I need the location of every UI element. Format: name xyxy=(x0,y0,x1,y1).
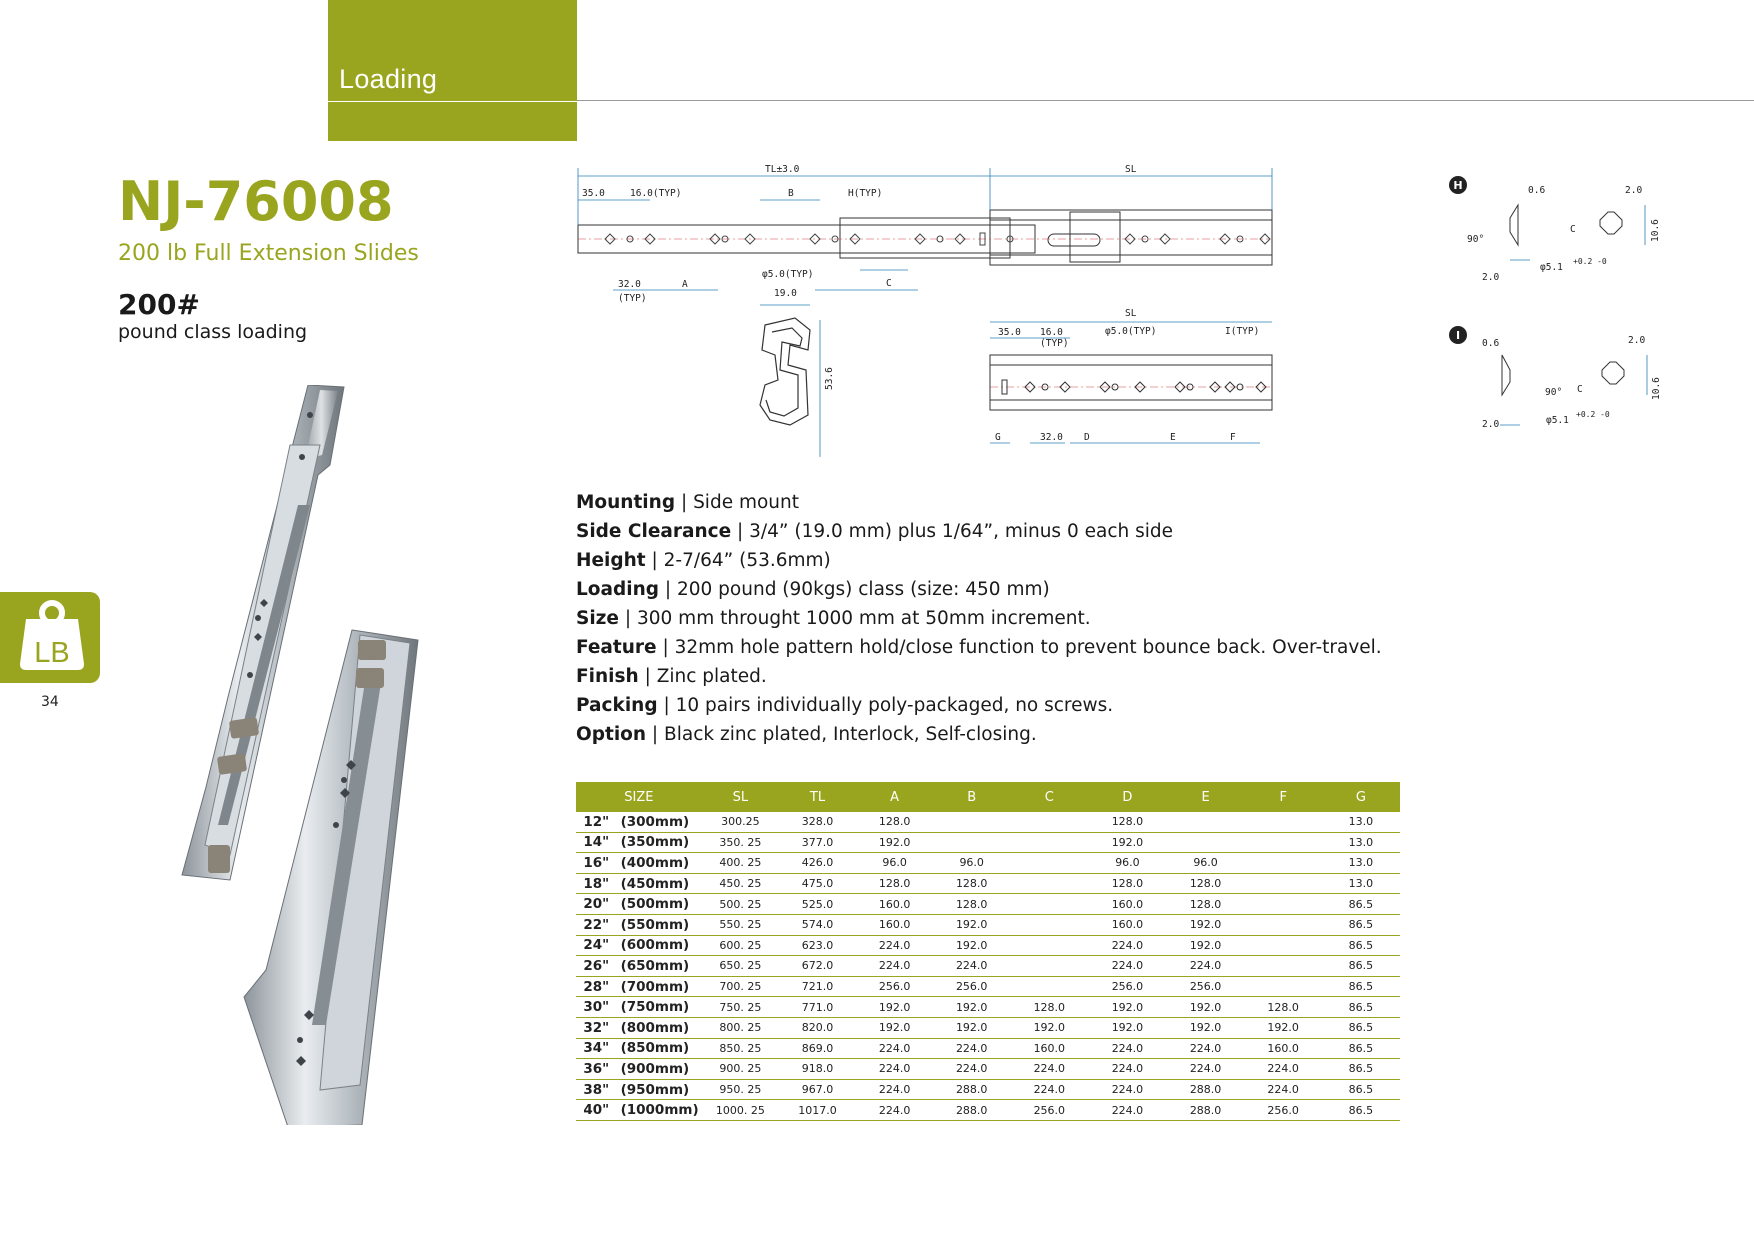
header-divider xyxy=(577,100,1754,101)
table-cell xyxy=(1245,935,1322,956)
table-cell: 160.0 xyxy=(856,894,933,915)
table-cell xyxy=(1167,832,1245,853)
table-cell: 288.0 xyxy=(933,1079,1010,1100)
dim-19: 19.0 xyxy=(774,288,797,299)
table-cell: 400. 25 xyxy=(702,853,779,874)
table-cell: 950. 25 xyxy=(702,1079,779,1100)
size-inch-cell: 20" xyxy=(576,894,617,915)
table-cell xyxy=(1245,914,1322,935)
size-inch-cell: 34" xyxy=(576,1038,617,1059)
table-cell: 850. 25 xyxy=(702,1038,779,1059)
column-header: D xyxy=(1088,782,1166,812)
product-subtitle: 200 lb Full Extension Slides xyxy=(118,241,419,266)
table-cell: 288.0 xyxy=(933,1100,1010,1121)
table-cell xyxy=(1010,873,1088,894)
detail-i-106: 10.6 xyxy=(1651,377,1662,400)
table-cell xyxy=(1010,914,1088,935)
table-cell: 13.0 xyxy=(1322,832,1400,853)
size-mm-cell: (500mm) xyxy=(617,894,702,915)
size-inch-cell: 16" xyxy=(576,853,617,874)
table-cell: 256.0 xyxy=(933,976,1010,997)
size-mm-cell: (850mm) xyxy=(617,1038,702,1059)
pound-class-description: pound class loading xyxy=(118,321,308,343)
table-cell: 918.0 xyxy=(779,1059,856,1080)
table-cell: 13.0 xyxy=(1322,853,1400,874)
table-cell: 86.5 xyxy=(1322,935,1400,956)
dim-f: F xyxy=(1230,432,1236,443)
weight-badge xyxy=(0,592,100,683)
table-cell: 192.0 xyxy=(856,997,933,1018)
table-cell: 224.0 xyxy=(856,1059,933,1080)
dim-sl-bottom: SL xyxy=(1125,308,1137,319)
detail-h-cl: C xyxy=(1570,224,1576,235)
table-cell: 86.5 xyxy=(1322,976,1400,997)
table-cell: 192.0 xyxy=(1167,935,1245,956)
table-cell: 224.0 xyxy=(1088,935,1166,956)
detail-h-90: 90° xyxy=(1467,234,1485,245)
detail-i-cl: C xyxy=(1577,384,1583,395)
table-cell: 820.0 xyxy=(779,1017,856,1038)
size-mm-cell: (600mm) xyxy=(617,935,702,956)
table-cell: 192.0 xyxy=(1088,832,1166,853)
dim-i-typ: I(TYP) xyxy=(1225,326,1260,337)
dimension-table xyxy=(576,782,1400,1121)
table-cell: 224.0 xyxy=(1245,1059,1322,1080)
size-inch-cell: 22" xyxy=(576,914,617,935)
table-cell: 224.0 xyxy=(1010,1059,1088,1080)
table-cell: 224.0 xyxy=(1167,1059,1245,1080)
dim-typ-bottom: (TYP) xyxy=(1040,338,1069,349)
table-cell: 771.0 xyxy=(779,997,856,1018)
dim-a: A xyxy=(682,279,688,290)
table-cell: 86.5 xyxy=(1322,1079,1400,1100)
size-inch-cell: 38" xyxy=(576,1079,617,1100)
spec-line-finish: Finish | Zinc plated. xyxy=(576,666,767,687)
table-row xyxy=(576,873,1400,894)
table-cell: 96.0 xyxy=(933,853,1010,874)
dim-hole-bottom: φ5.0(TYP) xyxy=(1105,326,1157,337)
table-cell: 224.0 xyxy=(1088,1059,1166,1080)
table-cell: 224.0 xyxy=(856,935,933,956)
table-cell: 96.0 xyxy=(1088,853,1166,874)
table-cell xyxy=(1010,935,1088,956)
table-cell: 192.0 xyxy=(933,1017,1010,1038)
technical-drawing xyxy=(570,160,1680,460)
table-row xyxy=(576,832,1400,853)
table-row xyxy=(576,935,1400,956)
table-row xyxy=(576,997,1400,1018)
table-cell: 721.0 xyxy=(779,976,856,997)
table-cell xyxy=(1245,894,1322,915)
size-inch-cell: 12" xyxy=(576,812,617,832)
table-cell: 525.0 xyxy=(779,894,856,915)
weight-icon xyxy=(0,592,100,683)
table-cell: 224.0 xyxy=(856,1079,933,1100)
column-header: C xyxy=(1010,782,1088,812)
table-cell: 300.25 xyxy=(702,812,779,832)
dim-hole: φ5.0(TYP) xyxy=(762,269,814,280)
table-cell: 426.0 xyxy=(779,853,856,874)
table-cell: 86.5 xyxy=(1322,1017,1400,1038)
table-row xyxy=(576,1059,1400,1080)
table-cell: 224.0 xyxy=(1245,1079,1322,1100)
dim-32: 32.0 xyxy=(618,279,641,290)
table-row xyxy=(576,894,1400,915)
table-cell xyxy=(1010,853,1088,874)
table-cell: 86.5 xyxy=(1322,914,1400,935)
size-mm-cell: (350mm) xyxy=(617,832,702,853)
table-cell: 967.0 xyxy=(779,1079,856,1100)
table-cell xyxy=(933,832,1010,853)
size-inch-cell: 30" xyxy=(576,997,617,1018)
table-cell xyxy=(1245,853,1322,874)
table-cell: 128.0 xyxy=(1167,873,1245,894)
dim-h-typ: H(TYP) xyxy=(848,188,883,199)
column-header: SL xyxy=(702,782,779,812)
detail-i-hole: φ5.1 xyxy=(1546,415,1569,426)
table-cell xyxy=(1010,812,1088,832)
table-cell xyxy=(1245,873,1322,894)
table-cell: 224.0 xyxy=(1088,1079,1166,1100)
table-cell: 86.5 xyxy=(1322,956,1400,977)
table-cell: 377.0 xyxy=(779,832,856,853)
table-cell: 700. 25 xyxy=(702,976,779,997)
table-cell: 86.5 xyxy=(1322,894,1400,915)
table-cell: 1000. 25 xyxy=(702,1100,779,1121)
dim-35-bottom: 35.0 xyxy=(998,327,1021,338)
table-cell xyxy=(1245,832,1322,853)
detail-i xyxy=(1449,326,1662,430)
dim-g: G xyxy=(995,432,1001,443)
table-cell: 574.0 xyxy=(779,914,856,935)
size-inch-cell: 18" xyxy=(576,873,617,894)
size-inch-cell: 40" xyxy=(576,1100,617,1121)
table-cell: 224.0 xyxy=(1088,1038,1166,1059)
page-number: 34 xyxy=(41,694,59,710)
detail-i-label: I xyxy=(1455,329,1461,342)
dim-53-6: 53.6 xyxy=(824,367,835,390)
pound-class-value: 200# xyxy=(118,288,200,321)
column-header: B xyxy=(933,782,1010,812)
table-row xyxy=(576,1100,1400,1121)
table-cell: 192.0 xyxy=(1245,1017,1322,1038)
column-header: F xyxy=(1245,782,1322,812)
table-cell: 192.0 xyxy=(933,935,1010,956)
table-cell: 128.0 xyxy=(1088,873,1166,894)
table-cell: 869.0 xyxy=(779,1038,856,1059)
detail-i-20-bottom: 2.0 xyxy=(1482,419,1500,430)
table-cell: 192.0 xyxy=(1167,914,1245,935)
detail-i-tol: +0.2 -0 xyxy=(1576,410,1610,419)
detail-i-20-top: 2.0 xyxy=(1628,335,1646,346)
table-cell: 224.0 xyxy=(933,1059,1010,1080)
size-mm-cell: (650mm) xyxy=(617,956,702,977)
table-cell: 192.0 xyxy=(1088,997,1166,1018)
detail-h-tol: +0.2 -0 xyxy=(1573,257,1607,266)
size-mm-cell: (550mm) xyxy=(617,914,702,935)
table-row xyxy=(576,812,1400,832)
table-cell: 128.0 xyxy=(1088,812,1166,832)
dim-typ: (TYP) xyxy=(618,293,647,304)
spec-line-option: Option | Black zinc plated, Interlock, Self-closing. xyxy=(576,724,1037,745)
table-cell: 224.0 xyxy=(1088,1100,1166,1121)
size-inch-cell: 24" xyxy=(576,935,617,956)
spec-line-loading: Loading | 200 pound (90kgs) class (size: 450 mm) xyxy=(576,579,1050,600)
table-cell: 192.0 xyxy=(933,997,1010,1018)
dim-c: C xyxy=(886,278,892,289)
spec-line-height: Height | 2-7/64” (53.6mm) xyxy=(576,550,831,571)
table-cell: 192.0 xyxy=(1167,1017,1245,1038)
table-cell: 500. 25 xyxy=(702,894,779,915)
size-mm-cell: (450mm) xyxy=(617,873,702,894)
detail-h-20-bottom: 2.0 xyxy=(1482,272,1500,283)
detail-h xyxy=(1449,176,1661,283)
detail-h-06: 0.6 xyxy=(1528,185,1546,196)
slide-closed xyxy=(244,630,418,1125)
table-cell: 288.0 xyxy=(1167,1079,1245,1100)
table-cell xyxy=(1010,894,1088,915)
table-row xyxy=(576,1079,1400,1100)
table-cell: 86.5 xyxy=(1322,1059,1400,1080)
table-cell: 288.0 xyxy=(1167,1100,1245,1121)
table-cell: 160.0 xyxy=(856,914,933,935)
detail-h-20-top: 2.0 xyxy=(1625,185,1643,196)
table-cell: 224.0 xyxy=(933,956,1010,977)
dim-sl: SL xyxy=(1125,164,1137,175)
table-cell: 192.0 xyxy=(856,832,933,853)
table-cell: 256.0 xyxy=(1088,976,1166,997)
table-cell: 224.0 xyxy=(1010,1079,1088,1100)
badge-text: LB xyxy=(34,637,70,669)
table-cell: 128.0 xyxy=(1167,894,1245,915)
table-cell: 13.0 xyxy=(1322,873,1400,894)
table-row xyxy=(576,976,1400,997)
spec-details xyxy=(576,488,1382,749)
table-cell: 96.0 xyxy=(1167,853,1245,874)
table-cell: 224.0 xyxy=(856,1100,933,1121)
table-cell: 160.0 xyxy=(1010,1038,1088,1059)
size-mm-cell: (750mm) xyxy=(617,997,702,1018)
table-cell: 160.0 xyxy=(1245,1038,1322,1059)
size-mm-cell: (800mm) xyxy=(617,1017,702,1038)
product-image xyxy=(170,385,430,1125)
model-number: NJ-76008 xyxy=(118,170,394,233)
table-cell: 750. 25 xyxy=(702,997,779,1018)
table-row xyxy=(576,914,1400,935)
table-cell: 86.5 xyxy=(1322,997,1400,1018)
table-cell: 475.0 xyxy=(779,873,856,894)
table-cell: 13.0 xyxy=(1322,812,1400,832)
size-inch-cell: 36" xyxy=(576,1059,617,1080)
size-inch-cell: 32" xyxy=(576,1017,617,1038)
table-cell: 1017.0 xyxy=(779,1100,856,1121)
detail-h-106: 10.6 xyxy=(1650,219,1661,242)
table-cell: 128.0 xyxy=(856,873,933,894)
spec-line-size: Size | 300 mm throught 1000 mm at 50mm increment. xyxy=(576,608,1091,629)
detail-h-hole: φ5.1 xyxy=(1540,262,1563,273)
table-cell: 192.0 xyxy=(1088,1017,1166,1038)
table-cell: 160.0 xyxy=(1088,914,1166,935)
table-cell: 96.0 xyxy=(856,853,933,874)
table-cell: 350. 25 xyxy=(702,832,779,853)
table-cell xyxy=(1245,812,1322,832)
table-cell: 256.0 xyxy=(1167,976,1245,997)
table-cell: 128.0 xyxy=(1010,997,1088,1018)
table-cell: 192.0 xyxy=(1167,997,1245,1018)
dim-tl: TL±3.0 xyxy=(765,164,800,175)
table-cell: 224.0 xyxy=(1167,956,1245,977)
section-title: Loading xyxy=(339,64,438,94)
detail-h-label: H xyxy=(1453,179,1463,192)
dim-e: E xyxy=(1170,432,1176,443)
table-row xyxy=(576,853,1400,874)
size-inch-cell: 26" xyxy=(576,956,617,977)
size-mm-cell: (400mm) xyxy=(617,853,702,874)
table-cell xyxy=(1245,956,1322,977)
detail-i-06: 0.6 xyxy=(1482,338,1500,349)
table-header-row xyxy=(576,782,1400,812)
table-cell: 328.0 xyxy=(779,812,856,832)
table-row xyxy=(576,956,1400,977)
table-cell: 224.0 xyxy=(856,1038,933,1059)
size-mm-cell: (300mm) xyxy=(617,812,702,832)
table-cell xyxy=(1167,812,1245,832)
table-cell: 224.0 xyxy=(856,956,933,977)
table-cell: 192.0 xyxy=(933,914,1010,935)
dim-b: B xyxy=(788,188,794,199)
table-row xyxy=(576,1017,1400,1038)
table-cell: 550. 25 xyxy=(702,914,779,935)
size-mm-cell: (900mm) xyxy=(617,1059,702,1080)
table-cell: 224.0 xyxy=(933,1038,1010,1059)
table-cell: 86.5 xyxy=(1322,1038,1400,1059)
table-cell: 128.0 xyxy=(856,812,933,832)
column-header: E xyxy=(1167,782,1245,812)
table-cell: 224.0 xyxy=(1088,956,1166,977)
table-cell: 650. 25 xyxy=(702,956,779,977)
table-cell: 256.0 xyxy=(1245,1100,1322,1121)
spec-line-mounting: Mounting | Side mount xyxy=(576,492,799,513)
table-cell: 450. 25 xyxy=(702,873,779,894)
table-cell: 128.0 xyxy=(933,894,1010,915)
table-cell: 192.0 xyxy=(856,1017,933,1038)
table-cell: 128.0 xyxy=(1245,997,1322,1018)
table-cell xyxy=(1010,832,1088,853)
table-cell xyxy=(933,812,1010,832)
table-cell: 224.0 xyxy=(1167,1038,1245,1059)
dim-35: 35.0 xyxy=(582,188,605,199)
dim-16-bottom: 16.0 xyxy=(1040,327,1063,338)
table-cell: 128.0 xyxy=(933,873,1010,894)
detail-i-90: 90° xyxy=(1545,387,1563,398)
table-cell: 160.0 xyxy=(1088,894,1166,915)
spec-line-side-clearance: Side Clearance | 3/4” (19.0 mm) plus 1/64”, minus 0 each side xyxy=(576,521,1174,542)
table-row xyxy=(576,1038,1400,1059)
size-mm-cell: (1000mm) xyxy=(617,1100,702,1121)
column-header: SIZE xyxy=(576,782,702,812)
spec-line-packing: Packing | 10 pairs individually poly-packaged, no screws. xyxy=(576,695,1114,716)
size-mm-cell: (950mm) xyxy=(617,1079,702,1100)
size-inch-cell: 14" xyxy=(576,832,617,853)
table-cell: 86.5 xyxy=(1322,1100,1400,1121)
table-cell: 623.0 xyxy=(779,935,856,956)
table-cell: 192.0 xyxy=(1010,1017,1088,1038)
table-cell xyxy=(1010,956,1088,977)
size-mm-cell: (700mm) xyxy=(617,976,702,997)
spec-line-feature: Feature | 32mm hole pattern hold/close function to prevent bounce back. Over-travel. xyxy=(576,637,1382,658)
table-cell: 672.0 xyxy=(779,956,856,977)
table-cell: 900. 25 xyxy=(702,1059,779,1080)
table-cell: 800. 25 xyxy=(702,1017,779,1038)
dim-16: 16.0(TYP) xyxy=(630,188,682,199)
table-cell xyxy=(1245,976,1322,997)
header-divider-inner xyxy=(328,101,577,102)
dim-32-bottom: 32.0 xyxy=(1040,432,1063,443)
column-header: A xyxy=(856,782,933,812)
size-inch-cell: 28" xyxy=(576,976,617,997)
column-header: TL xyxy=(779,782,856,812)
table-cell: 256.0 xyxy=(1010,1100,1088,1121)
table-cell: 256.0 xyxy=(856,976,933,997)
table-cell xyxy=(1010,976,1088,997)
column-header: G xyxy=(1322,782,1400,812)
dim-d: D xyxy=(1084,432,1090,443)
table-cell: 600. 25 xyxy=(702,935,779,956)
